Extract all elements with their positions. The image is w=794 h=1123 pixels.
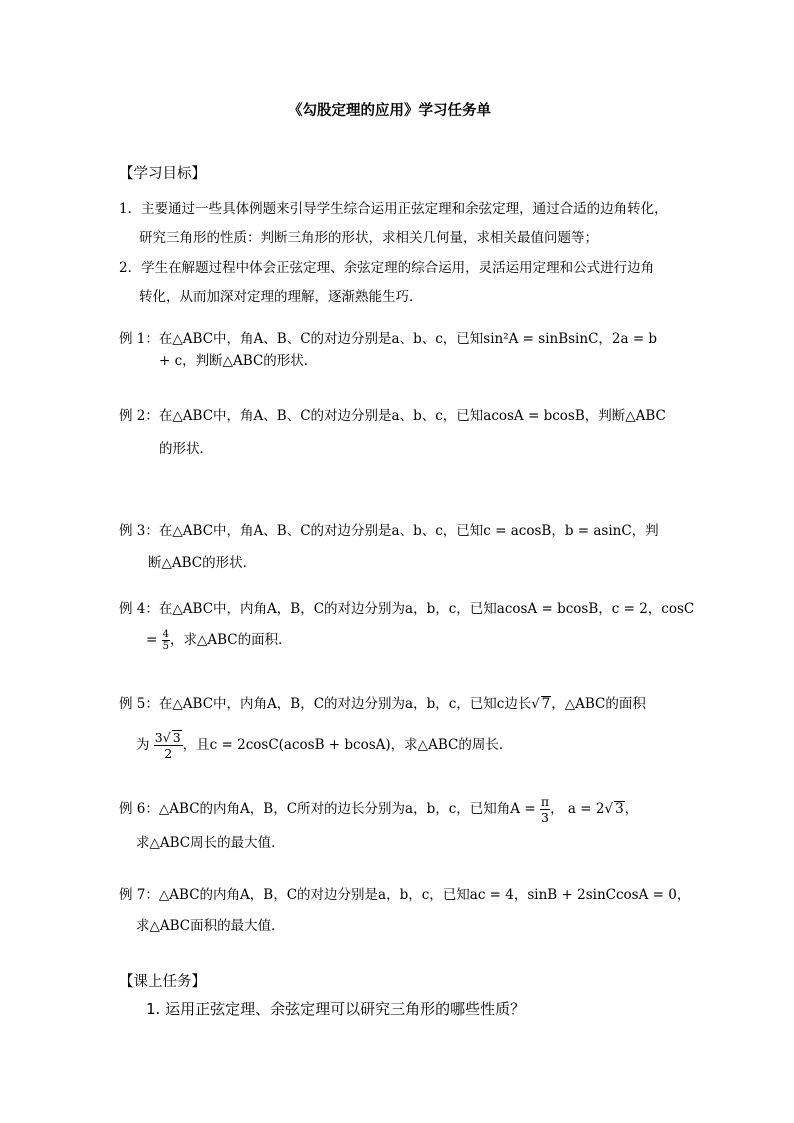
objective-2-line1: 2．学生在解题过程中体会正弦定理、余弦定理的综合运用，灵活运用定理和公式进行边角: [119, 260, 655, 276]
example-4-text-line1: 在△ABC中，内角A，B，C的对边分别为a，b，c，已知acosA = bcosB，c = 2，cosC: [158, 601, 695, 617]
example-4-label: 例 4：: [119, 601, 159, 617]
example-5-line2: [136, 728, 512, 762]
example-5-text-b: ，△ABC的面积: [551, 696, 646, 712]
radicand: 7: [541, 696, 551, 712]
example-4-fraction: [162, 629, 170, 652]
example-7-text-line1: △ABC的内角A，B，C的对边分别是a，b，c，已知ac = 4，sinB + 2sinCcosA = 0，: [158, 887, 691, 903]
example-6-label: 例 6：: [119, 801, 159, 817]
example-5-frac-num: [154, 730, 183, 746]
radical-sign-icon: √: [604, 801, 614, 817]
radical-sign-icon: √: [162, 730, 171, 745]
radicand: 3: [615, 801, 624, 817]
example-4-frac-num: 4: [162, 629, 169, 640]
example-5-line1: [119, 695, 646, 714]
example-6-line2: 求△ABC周长的最大值．: [136, 835, 285, 851]
example-5-text-a: 在△ABC中，内角A，B，C的对边分别为a，b，c，已知c边长: [158, 696, 532, 712]
example-6-frac-num: π: [540, 794, 550, 809]
example-2-line2: 的形状．: [159, 441, 213, 457]
example-5-fraction: [154, 730, 183, 761]
example-7-line2: 求△ABC面积的最大值．: [136, 918, 285, 934]
radical-sign-icon: √: [531, 697, 540, 712]
example-4-line2: [146, 627, 292, 653]
frac-coef: 3: [154, 730, 163, 745]
example-1-line2: + c，判断△ABC的形状．: [159, 353, 318, 369]
example-5-text-line2: ，且c = 2cosC(acosB + bcosA)，求△ABC的周长．: [182, 737, 513, 753]
example-4-line1: [119, 600, 694, 618]
tasks-heading: 【课上任务】: [119, 974, 206, 990]
example-3-line2: 断△ABC的形状．: [148, 555, 257, 571]
example-6-text-b: ， a = 2: [550, 801, 605, 817]
example-4-text-line2: ，求△ABC的面积．: [169, 632, 292, 648]
example-7-label: 例 7：: [119, 887, 159, 903]
example-5-frac-den: 2: [164, 746, 173, 761]
example-2-label: 例 2：: [119, 408, 159, 424]
example-6-text-a: △ABC的内角A，B，C所对的边长分别为a，b，c，已知角A =: [158, 801, 536, 817]
example-2-line1: [119, 407, 666, 425]
example-3-line1: [119, 522, 659, 540]
example-5-sqrt7: [531, 696, 551, 712]
objective-1-line2: 研究三角形的性质：判断三角形的形状，求相关几何量，求相关最值问题等；: [139, 230, 598, 246]
example-5-wei: 为: [136, 737, 150, 753]
objective-1-line1: 1．主要通过一些具体例题来引导学生综合运用正弦定理和余弦定理，通过合适的边角转化，: [119, 201, 668, 217]
example-4-frac-den: 5: [162, 641, 169, 652]
example-4-equals: =: [146, 632, 158, 648]
example-3-text-line1: 在△ABC中，角A、B、C的对边分别是a、b、c，已知c = acosB，b = asinC，判: [158, 523, 659, 539]
radicand: 3: [172, 730, 181, 745]
example-7-line1: [119, 886, 690, 904]
example-1-label: 例 1：: [119, 331, 159, 347]
example-5-label: 例 5：: [119, 696, 159, 712]
page-title: 《勾股定理的应用》学习任务单: [288, 102, 491, 119]
example-6-line1: [119, 792, 638, 826]
objective-2-line2: 转化，从而加深对定理的理解，逐渐熟能生巧．: [139, 289, 423, 305]
example-2-text-line1: 在△ABC中，角A、B、C的对边分别是a、b、c，已知acosA = bcosB，判断△ABC: [158, 408, 666, 424]
example-6-fraction: [540, 794, 550, 825]
objectives-heading: 【学习目标】: [119, 166, 206, 182]
example-1-text-line1: 在△ABC中，角A、B、C的对边分别是a、b、c，已知sin²A = sinBsinC，2a = b: [158, 331, 658, 347]
example-1-line1: [119, 330, 657, 348]
example-6-frac-den: 3: [541, 810, 549, 825]
example-6-text-c: ，: [624, 801, 639, 817]
example-3-label: 例 3：: [119, 523, 159, 539]
task-item-1: 1. 运用正弦定理、余弦定理可以研究三角形的哪些性质？: [146, 1000, 526, 1018]
